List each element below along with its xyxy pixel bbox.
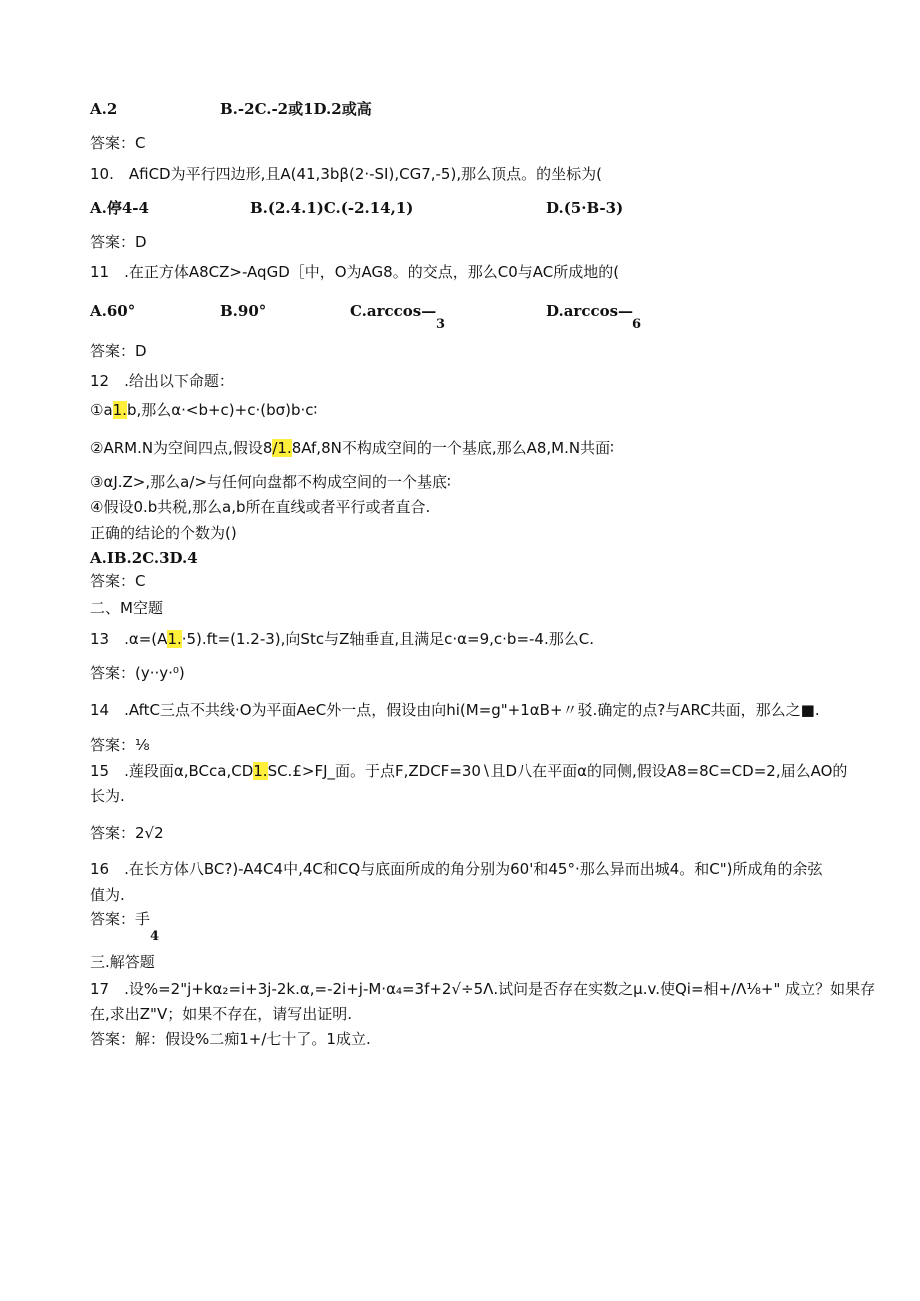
- q9-option-a: A.2: [90, 100, 118, 118]
- q9-answer: 答案：C: [90, 134, 146, 152]
- q11-option-d-denominator: 6: [632, 317, 642, 332]
- q11-option-c-denominator: 3: [436, 317, 446, 332]
- q11-answer: 答案：D: [90, 342, 147, 360]
- q14-answer: 答案：⅛: [90, 736, 150, 754]
- q10-stem: 10. AfiCD为平行四边形,且A(41,3bβ(2·-SI),CG7,-5),那么顶点。的坐标为(: [90, 165, 602, 183]
- section-2-heading: 二、M空题: [90, 599, 163, 617]
- q10-option-d: D.(5·B-3): [546, 199, 624, 217]
- q15-answer: 答案：2√2: [90, 824, 164, 842]
- q9-option-bcd: B.-2C.-2或1D.2或高: [220, 100, 372, 118]
- q13-post: ·5).ft=(1.2-3),向Stc与Z轴垂直,且满足c·α=9,c·b=-4.那么C.: [181, 630, 594, 648]
- q11-stem: 11 .在正方体A8CZ>-AqGD［中，O为AG8。的交点，那么C0与AC所成地的(: [90, 263, 620, 281]
- q12-p2-pre: ②ARM.N为空间四点,假设8: [90, 439, 273, 457]
- q15-pre: 15 .莲段面α,BCca,CD: [90, 762, 254, 780]
- q11-option-d: D.arccos—: [546, 302, 634, 320]
- q17-answer: 答案：解：假设%二痴1+/七十了。1成立.: [90, 1030, 371, 1048]
- q16-stem-line-2: 值为.: [90, 886, 125, 904]
- q12-proposition-3: ③αJ.Z>,那么a/>与任何向盘都不构成空间的一个基底∶: [90, 473, 451, 491]
- q12-options: A.IB.2C.3D.4: [90, 549, 198, 567]
- q16-stem: 16 .在长方体八BC?)-A4C4中,4C和CQ与底面所成的角分别为60'和45°·那么异而出城4。和C")所成角的余弦: [90, 860, 823, 878]
- q13-pre: 13 .α=(A: [90, 630, 168, 648]
- q12-conclusion: 正确的结论的个数为(): [90, 524, 237, 542]
- q14-stem: 14 .AftC三点不共线·O为平面AeC外一点，假设由向hi(M=g"+1αB+〃驳.确定的点?与ARC共面，那么之■.: [90, 701, 820, 719]
- q12-p2-highlight: /1.: [272, 439, 292, 457]
- q17-stem: 17 .设%=2"j+kα₂=i+3j-2k.α,=-2i+j-M·α₄=3f+2√÷5Λ.试问是否存在实数之μ.v.使Qi=相+/Λ⅛+" 成立？如果存: [90, 980, 876, 998]
- q12-stem: 12 .给出以下命题：: [90, 372, 234, 390]
- q12-answer: 答案：C: [90, 572, 146, 590]
- q13-stem: [90, 629, 594, 649]
- q15-stem: [90, 761, 847, 781]
- section-3-heading: 三.解答题: [90, 953, 155, 971]
- q10-option-a: A.停4-4: [90, 199, 149, 217]
- q11-option-c: C.arccos—: [350, 302, 437, 320]
- q15-stem-line-2: 长为.: [90, 787, 125, 805]
- q12-p1-pre: ①a: [90, 401, 113, 419]
- q12-p1-highlight: 1.: [112, 401, 127, 419]
- q16-answer-denominator: 4: [150, 929, 160, 944]
- q10-answer: 答案：D: [90, 233, 147, 251]
- q15-highlight: 1.: [253, 762, 268, 780]
- q15-post: SC.£>FJ_面。于点F,ZDCF=30∖且D八在平面α的同侧,假设A8=8C=CD=2,届么AO的: [267, 762, 848, 780]
- q13-answer: 答案：(y··y·⁰): [90, 664, 185, 682]
- q11-option-a: A.60°: [90, 302, 136, 320]
- q12-proposition-4: ④假设0.b共税,那么a,b所在直线或者平行或者直合.: [90, 498, 431, 516]
- q17-stem-line-2: 在,求出Z"V；如果不存在，请写出证明.: [90, 1005, 352, 1023]
- q12-p1-post: b,那么α·<b+c)+c·(bσ)b·c∶: [126, 401, 318, 419]
- q10-option-bc: B.(2.4.1)C.(-2.14,1): [250, 199, 414, 217]
- q12-proposition-1: [90, 400, 317, 420]
- q12-proposition-2: [90, 438, 614, 458]
- q16-answer: 答案：手: [90, 910, 151, 928]
- q12-p2-post: 8Af,8N不构成空间的一个基底,那么A8,M.N共面∶: [291, 439, 615, 457]
- q13-highlight: 1.: [167, 630, 182, 648]
- q11-option-b: B.90°: [220, 302, 267, 320]
